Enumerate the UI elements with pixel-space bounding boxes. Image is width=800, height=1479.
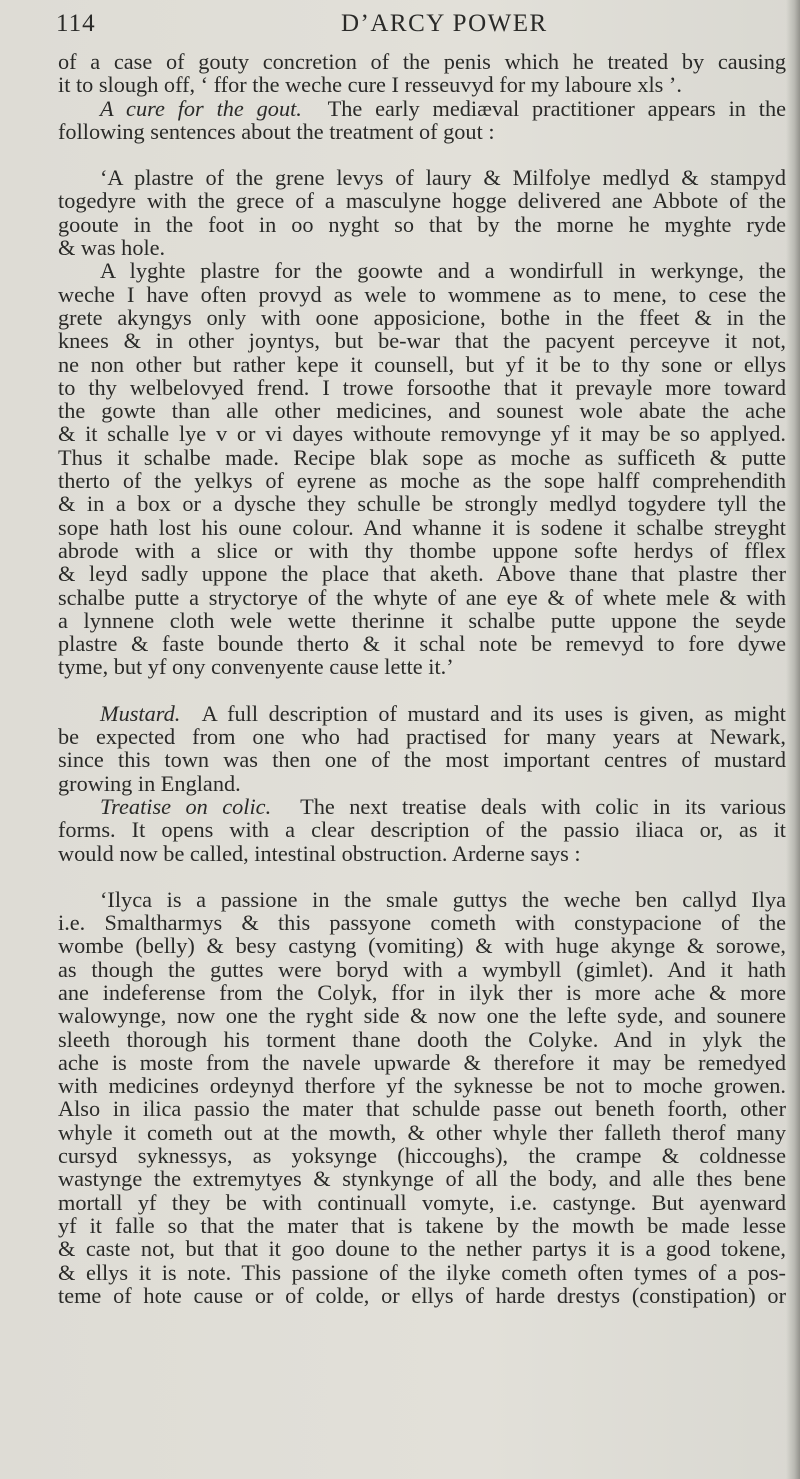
text-line: Thus it schalbe made. Recipe blak sope as moche as sufficeth & putte	[58, 444, 786, 470]
text-line: & ellys it is note. This passione of the ilyke cometh often tymes of a pos-	[58, 1259, 786, 1285]
text-line: sleeth thorough his torment thane dooth the Colyke. And in ylyk the	[58, 1026, 786, 1052]
text-line: walowynge, now one the ryght side & now one the lefte syde, and sounere	[58, 1003, 786, 1029]
text-line: & leyd sadly uppone the place that aketh. Above thane that plastre ther	[58, 561, 786, 587]
text-line: weche I have often provyd as wele to wommene as to mene, to cese the	[58, 281, 786, 307]
text-line: Also in ilica passio the mater that schulde passe out beneth foorth, other	[58, 1096, 786, 1122]
text-line: A cure for the gout. The early mediæval practitioner appears in the	[100, 95, 787, 121]
text-line: therto of the yelkys of eyrene as moche as the sope halff comprehendith	[58, 468, 786, 494]
text-line: following sentences about the treatment of gout :	[58, 118, 495, 144]
text-line: schalbe putte a stryctorye of the whyte of ane eye & of whete mele & with	[58, 584, 786, 610]
text-line: to thy welbelovyed frend. I trowe forsoothe that it prevayle more toward	[58, 374, 786, 400]
text-line: ne non other but rather kepe it counsell, but yf it be to thy sone or ellys	[58, 351, 786, 377]
text-line: cursyd syknessys, as yoksynge (hiccoughs), the crampe & coldnesse	[58, 1143, 786, 1169]
text-line: A lyghte plastre for the goowte and a wondirfull in werkynge, the	[100, 258, 786, 284]
text-line: of a case of gouty concretion of the penis which he treated by causing	[58, 49, 786, 74]
paragraph-gap	[58, 865, 786, 888]
text-line: with medicines ordeynyd therfore yf the syknesse be not to moche growen.	[58, 1073, 786, 1099]
text-line: whyle it cometh out at the mowth, & other whyle ther falleth therof many	[58, 1119, 786, 1145]
text-line: ‘A plastre of the grene levys of laury & Milfolye medlyd & stampyd	[100, 165, 786, 191]
text-line: the gowte than alle other medicines, and sounest wole abate the ache	[58, 398, 786, 424]
text-line: wastynge the extremytyes & stynkynge of all the body, and alle thes bene	[58, 1166, 786, 1192]
text-line: teme of hote cause or of colde, or ellys of harde drestys (constipation) or	[58, 1282, 786, 1308]
text-line: abrode with a slice or with thy thombe uppone softe herdys of fflex	[58, 537, 786, 563]
text-line: sope hath lost his oune colour. And whanne it is sodene it schalbe streyght	[58, 514, 786, 540]
text-line: togedyre with the grece of a masculyne hogge delivered ane Abbote of the	[58, 188, 786, 214]
text-line: as though the guttes were boryd with a wymbyll (gimlet). And it hath	[58, 956, 786, 982]
text-line: i.e. Smaltharmys & this passyone cometh with constypacione of the	[58, 910, 786, 936]
text-line: & in a box or a dysche they schulle be strongly medlyd togydere tyll the	[58, 491, 786, 517]
text-line: Treatise on colic. The next treatise deals with colic in its various	[100, 793, 786, 819]
text-line: would now be called, intestinal obstruction. Arderne says :	[58, 840, 581, 866]
text-line: yf it falle so that the mater that is takene by the mowth be made lesse	[58, 1212, 786, 1238]
text-line: it to slough off, ‘ ffor the weche cure I resseuvyd for my laboure xls ’.	[58, 72, 682, 98]
sidehead-mustard: Mustard.	[100, 700, 181, 726]
text-line: Mustard. A full description of mustard and its uses is given, as might	[100, 700, 786, 726]
text-line: since this town was then one of the most important centres of mustard	[58, 747, 786, 773]
text-line: tyme, but yf ony convenyente cause lette it.’	[58, 654, 454, 680]
text-line: ache is moste from the navele upwarde & therefore it may be remedyed	[58, 1049, 786, 1075]
page-number: 114	[56, 10, 96, 37]
page-edge-shadow	[786, 0, 800, 1479]
page-header	[56, 8, 786, 48]
text-line: be expected from one who had practised for many years at Newark,	[58, 724, 786, 750]
text-line: plastre & faste bounde therto & it schal note be remevyd to fore dywe	[58, 631, 786, 657]
paragraph-gap	[58, 679, 786, 702]
running-head: D’ARCY POWER	[341, 10, 548, 37]
text-line: gooute in the foot in oo nyght so that by the morne he myghte ryde	[58, 211, 786, 237]
paragraph-gap	[58, 143, 786, 166]
text-line: growing in England.	[58, 770, 241, 796]
text-line: a lynnene cloth wele wette therinne it schalbe putte uppone the seyde	[58, 607, 786, 633]
text-line: knees & in other joyntys, but be-war that the pacyent perceyve it not,	[58, 328, 786, 354]
text-line: mortall yf they be with continuall vomyte, i.e. castynge. But ayenward	[58, 1189, 786, 1215]
text-line: & caste not, but that it goo doune to the nether partys it is a good tokene,	[58, 1236, 786, 1262]
text-line: ‘Ilyca is a passione in the smale guttys the weche ben callyd Ilya	[100, 886, 786, 912]
text-line: grete akyngys only with oone apposicione, bothe in the ffeet & in the	[58, 304, 786, 330]
text-line: & it schalle lye v or vi dayes withoute removynge yf it may be so applyed.	[58, 421, 786, 447]
sidehead-colic: Treatise on colic.	[100, 793, 272, 819]
text-line: wombe (belly) & besy castyng (vomiting) & with huge akynge & sorowe,	[58, 933, 786, 959]
text-line: ane indeferense from the Colyk, ffor in ilyk ther is more ache & more	[58, 979, 786, 1005]
text-line: forms. It opens with a clear description of the passio iliaca or, as it	[58, 817, 786, 843]
body-text	[58, 50, 786, 1307]
text-line: & was hole.	[58, 235, 166, 261]
sidehead-gout: A cure for the gout.	[100, 95, 302, 121]
